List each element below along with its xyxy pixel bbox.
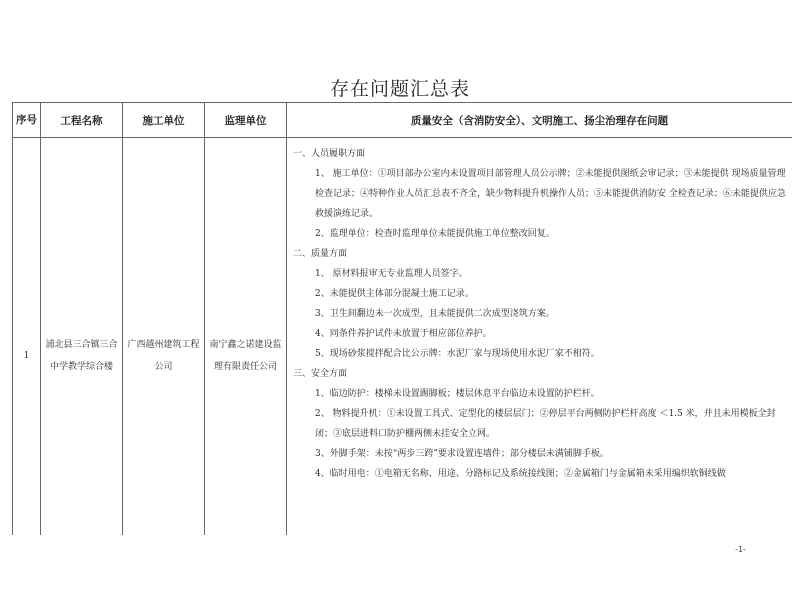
- cell-issues: [287, 138, 793, 536]
- summary-table-frame: [12, 102, 792, 535]
- cell-contractor: 广西越州建筑工程公司: [123, 138, 205, 536]
- header-seq: 序号: [13, 103, 41, 138]
- cell-seq: 1: [13, 138, 41, 536]
- issue-item: 2、 物料提升机：①未设置工具式、定型化的楼层层门；②停层平台两侧防护栏杆高度 ＜1.5 米，并且未用模板全封闭；③底层进料口防护棚两侧未挂安全立网。: [315, 409, 776, 439]
- issue-section-heading: 三、安全方面: [293, 369, 348, 379]
- header-contractor: 施工单位: [123, 103, 205, 138]
- header-supervisor: 监理单位: [205, 103, 287, 138]
- cell-supervisor: 南宁鑫之诺建设监理有限责任公司: [205, 138, 287, 536]
- issue-item: 4、同条件养护试件未放置于相应部位养护。: [315, 329, 492, 339]
- summary-table: [12, 102, 792, 535]
- table-row: [13, 138, 793, 536]
- page-number: -1-: [735, 545, 746, 554]
- issue-item: 1、 原材料报审无专业监理人员签字。: [315, 269, 468, 279]
- header-project: 工程名称: [41, 103, 123, 138]
- issue-item: 5、现场砂浆搅拌配合比公示牌：水泥厂家与现场使用水泥厂家不相符。: [315, 349, 600, 359]
- header-issues: 质量安全（含消防安全）、文明施工、扬尘治理存在问题: [287, 103, 793, 138]
- issue-item: 3、卫生间翻边未一次成型，且未能提供二次成型浇筑方案。: [315, 309, 555, 319]
- cell-project: 浦北县三合镇三合中学教学综合楼: [41, 138, 123, 536]
- issues-list: [293, 144, 786, 484]
- issue-item: 1、 施工单位：①项目部办公室内未设置项目部管理人员公示牌；②未能提供图纸会审记录；③未能提供 现场质量管理检查记录；④特种作业人员汇总表不齐全，缺少物料提升机操作人员；⑤未能提供消防安 全检查记录；⑥未能提供应急救援演练记录。: [315, 169, 786, 219]
- issue-item: 2、监理单位：检查时监理单位未能提供施工单位整改回复。: [315, 229, 555, 239]
- issue-item: 1、临边防护：楼梯未设置踢脚板；楼层休息平台临边未设置防护栏杆。: [315, 389, 600, 399]
- issue-item: 3、外脚手架：未按“两步三跨”要求设置连墙件；部分楼层未满铺脚手板。: [315, 449, 609, 459]
- page-title: 存在问题汇总表: [329, 78, 470, 100]
- issue-item: 4、临时用电：①电箱无名称、用途、分路标记及系统接线图；②金属箱门与金属箱未采用编织软铜线做: [315, 469, 726, 479]
- issue-section-heading: 一、人员履职方面: [293, 149, 366, 159]
- issue-section-heading: 二、质量方面: [293, 249, 348, 259]
- issue-item: 2、未能提供主体部分混凝土施工记录。: [315, 289, 474, 299]
- header-row: [13, 103, 793, 138]
